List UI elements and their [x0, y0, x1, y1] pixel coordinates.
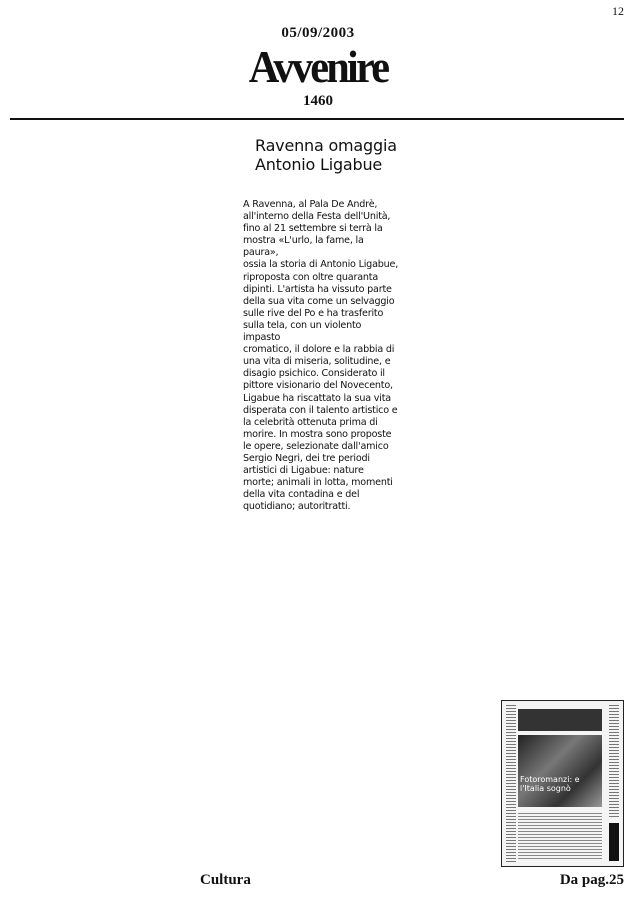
newspaper-header	[0, 24, 636, 110]
thumbnail-column-left	[506, 705, 516, 862]
article-headline	[255, 136, 475, 174]
issue-number: 1460	[303, 93, 333, 109]
thumbnail-banner	[518, 709, 602, 731]
publication-date: 05/09/2003	[281, 25, 355, 41]
headline-line-2: Antonio Ligabue	[255, 155, 383, 174]
source-page-label: Da pag.25	[559, 872, 624, 888]
thumbnail-text-block	[518, 813, 602, 861]
thumbnail-dark-strip	[609, 823, 619, 861]
article-body: A Ravenna, al Pala De Andrè, all'interno della Festa dell'Unità, fino al 21 settembre si terrà la mostra «L'urlo, la fame, la paura», ossia la storia di Antonio Ligabue, riproposta con oltre quaranta dipinti. L'artista ha vissuto parte della sua vita come un selvaggio sulle rive del Po e ha trasferito sulla tela, con un violento impasto cromatico, il dolore e la rabbia di una vita di miseria, solitudine, e disagio psichico. Considerato il pittore visionario del Novecento, Ligabue ha riscattato la sua vita disperata con il talento artistico e la celebrità ottenuta prima di morire. In mostra sono proposte le opere, selezionate dall'amico Sergio Negri, dei tre periodi artistici di Ligabue: nature morte; animali in lotta, momenti della vita contadina e del quotidiano; autoritratti.	[243, 199, 399, 513]
page-number: 12	[612, 4, 624, 18]
thumbnail-photo	[518, 735, 602, 807]
headline-line-1: Ravenna omaggia	[255, 136, 397, 155]
thumbnail-column-right	[609, 705, 619, 817]
page-thumbnail	[501, 700, 624, 867]
section-label: Cultura	[200, 872, 251, 888]
thumbnail-caption: Fotoromanzi: e l'Italia sognò	[520, 775, 580, 793]
header-divider	[10, 118, 624, 120]
masthead-logo: Avvenire	[248, 41, 388, 92]
